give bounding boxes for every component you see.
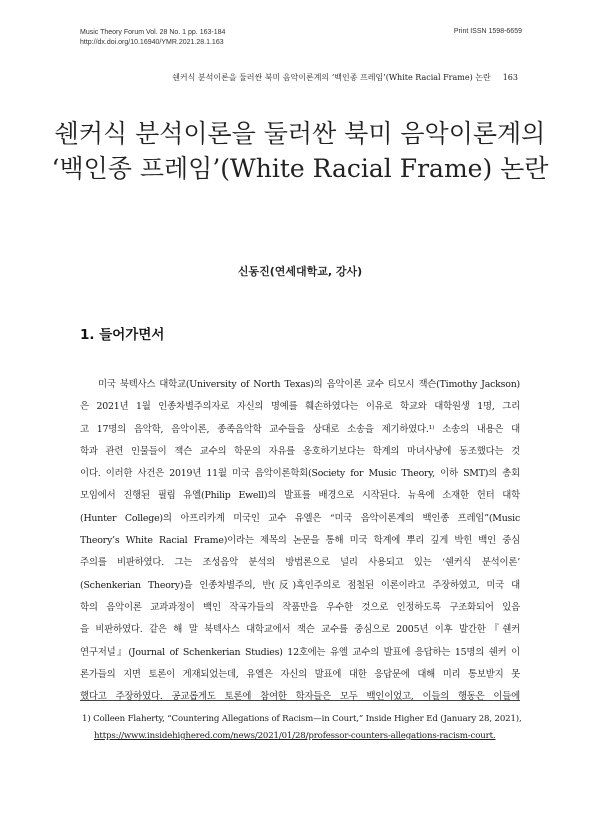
body-line: 학의 음악이론 교과과정이 백인 작곡가들의 작품만을 우수한 것으로 인정하도록 구조화되어 있음	[80, 601, 520, 613]
body-line: 은 2021년 1월 인종차별주의자로 자신의 명예를 훼손하였다는 이유로 학교와 대학원생 1명, 그리	[80, 401, 520, 413]
issn: Print ISSN 1598-6659	[453, 28, 522, 35]
body-text	[80, 374, 520, 708]
body-line: 했다고 주장하였다. 공교롭게도 토론에 참여한 학자들은 모두 백인이었고, 이들의 행동은 이들에	[80, 691, 520, 703]
article-title	[0, 116, 600, 186]
title-line-1: 쉔커식 분석이론을 둘러싼 북미 음악이론계의	[54, 119, 546, 148]
body-line: 주의를 비판하였다. 그는 조성음악 분석의 방법론으로 널리 사용되고 있는 ‘쉔커식 분석이론’	[80, 557, 520, 569]
title-line-2: ‘백인종 프레임’(White Racial Frame) 논란	[51, 154, 549, 183]
body-line: (Schenkerian Theory)을 인종차별주의, 반(反)흑인주의로 점철된 이론이라고 주장하였고, 미국 대	[80, 579, 520, 591]
body-line: 론가들의 지면 토론이 게재되었는데, 유엘은 자신의 발표에 대한 응답문에 대해 미리 통보받지 못	[80, 668, 520, 680]
doi-line: http://dx.doi.org/10.16940/YMR.2021.28.1.163	[80, 38, 224, 46]
author-line: 신동진(연세대학교, 강사)	[237, 265, 363, 278]
body-line: 모임에서 진행된 필립 유엘(Philip Ewell)의 발표를 배경으로 시작된다. 뉴욕에 소재한 헌터 대학	[80, 490, 520, 502]
footnote-text: 1) Colleen Flaherty, “Countering Allegations of Racism—in Court,” Inside Higher Ed (January 28, 2021),	[82, 714, 522, 724]
body-line: 고 17명의 음악학, 음악이론, 종족음악학 교수들을 상대로 소송을 제기하였다.¹⁾ 소송의 내용은 대	[80, 423, 520, 435]
body-line: 학과 관련 인물들이 잭슨 교수의 학문의 자유를 옹호하기보다는 학계의 마녀사냥에 동조했다는 것	[80, 445, 520, 457]
body-line: 미국 북텍사스 대학교(University of North Texas)의 음악이론 교수 티모시 잭슨(Timothy Jackson)	[98, 379, 520, 390]
body-line: Theory’s White Racial Frame)이라는 제목의 논문을 통해 미국 학계에 뿌리 깊게 박힌 백인 중심	[80, 535, 520, 547]
section-heading: 1. 들어가면서	[80, 327, 165, 343]
running-title: 쉔커식 분석이론을 둘러싼 북미 음악이론계의 ‘백인종 프레임’(White Racial Frame) 논란	[172, 73, 491, 82]
footnote-link[interactable]: https://www.insidehighered.com/news/2021/01/28/professor-counters-allegations-racism-court.	[94, 731, 496, 741]
footnote-divider	[80, 700, 520, 701]
journal-line: Music Theory Forum Vol. 28 No. 1 pp. 163-184	[80, 29, 226, 36]
body-line: (Hunter College)의 아프리카계 미국인 교수 유엘은 “미국 음악이론계의 백인종 프레임”(Music	[80, 512, 520, 524]
journal-meta	[80, 28, 225, 47]
page-number: 163	[502, 73, 518, 82]
footnote	[82, 711, 522, 745]
running-header	[172, 72, 518, 83]
body-line: 을 비판하였다. 같은 해 말 북텍사스 대학교에서 잭슨 교수를 중심으로 2005년 이후 발간한『쉔커	[80, 624, 520, 636]
body-line: 연구저널』(Journal of Schenkerian Studies) 12호에는 유엘 교수의 발표에 응답하는 15명의 쉔커 이	[80, 646, 520, 658]
body-line: 이다. 이러한 사건은 2019년 11월 미국 음악이론학회(Society for Music Theory, 이하 SMT)의 총회	[80, 468, 520, 480]
